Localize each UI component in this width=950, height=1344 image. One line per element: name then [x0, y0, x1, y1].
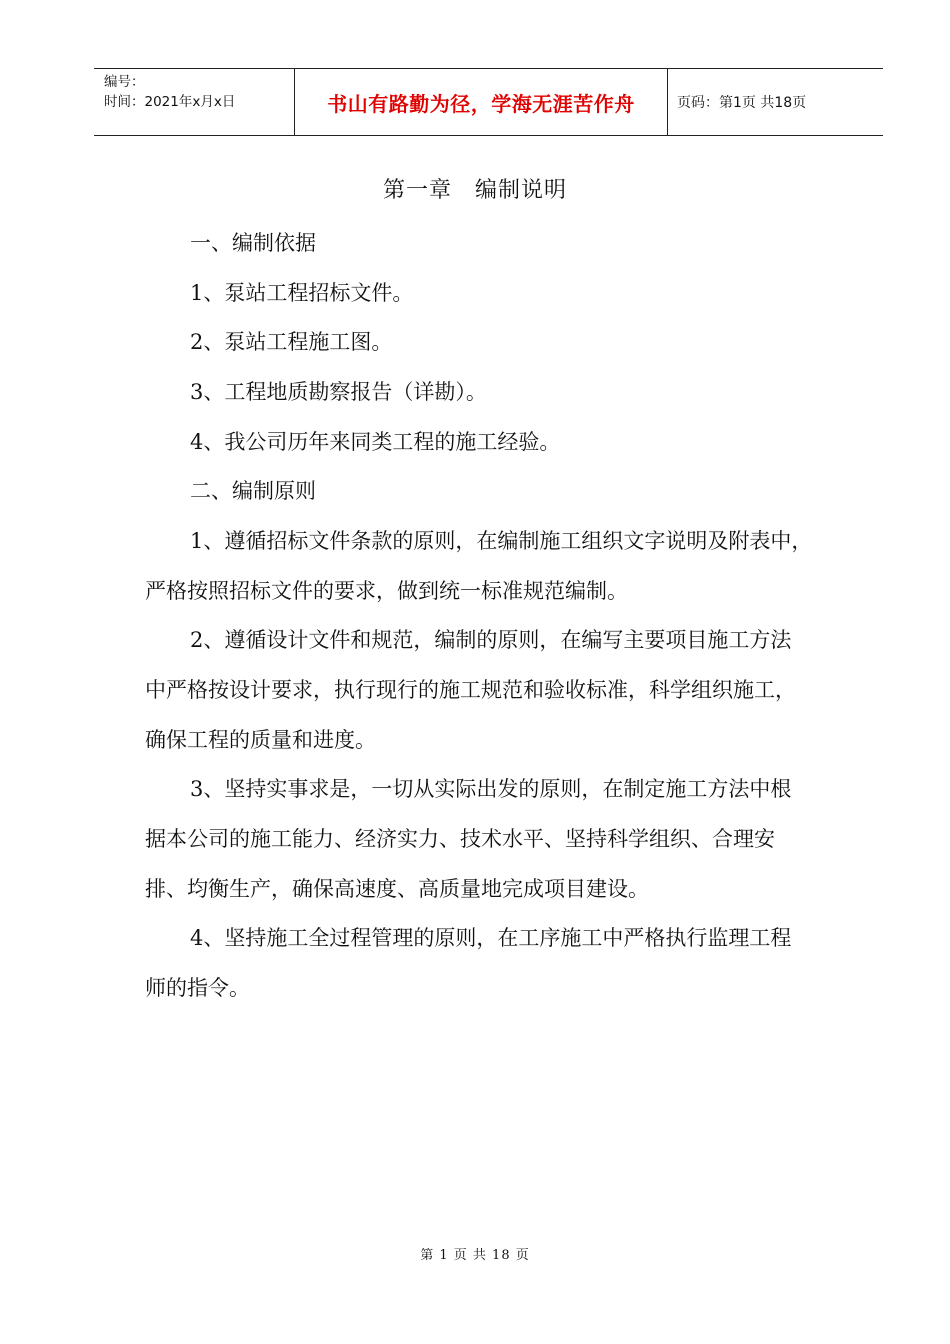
header-motto: 书山有路勤为径，学海无涯苦作舟: [295, 69, 668, 135]
body-line: 中严格按设计要求，执行现行的施工规范和验收标准，科学组织施工，: [145, 678, 796, 702]
header-meta: [94, 69, 295, 135]
body-line: 2、遵循设计文件和规范，编制的原则，在编写主要项目施工方法: [190, 628, 792, 652]
body-line: 4、我公司历年来同类工程的施工经验。: [190, 430, 561, 454]
doc-number-label: 编号：: [104, 74, 145, 90]
body-line: 3、坚持实事求是，一切从实际出发的原则，在制定施工方法中根: [190, 777, 792, 801]
body-line: 确保工程的质量和进度。: [145, 728, 376, 752]
body-line: 2、泵站工程施工图。: [190, 330, 393, 354]
header-page-info: 页码：第1页 共18页: [677, 95, 807, 111]
time-label: 时间：2021年x月x日: [104, 94, 236, 110]
section-heading-principles: 二、编制原则: [190, 479, 316, 503]
body-line: 师的指令。: [145, 976, 250, 1000]
body-line: 据本公司的施工能力、经济实力、技术水平、坚持科学组织、合理安: [145, 827, 775, 851]
body-line: 严格按照招标文件的要求，做到统一标准规范编制。: [145, 579, 628, 603]
page-header: [94, 68, 883, 136]
body-line: 4、坚持施工全过程管理的原则，在工序施工中严格执行监理工程: [190, 926, 792, 950]
body-line: 3、工程地质勘察报告（详勘）。: [190, 380, 487, 404]
page-footer: 第 1 页 共 18 页: [420, 1248, 530, 1263]
body-line: 1、泵站工程招标文件。: [190, 281, 414, 305]
body-line: 排、均衡生产，确保高速度、高质量地完成项目建设。: [145, 877, 649, 901]
section-heading-basis: 一、编制依据: [190, 231, 316, 255]
body-line: 1、遵循招标文件条款的原则，在编制施工组织文字说明及附表中，: [190, 529, 813, 553]
chapter-title: 第一章 编制说明: [382, 178, 567, 203]
